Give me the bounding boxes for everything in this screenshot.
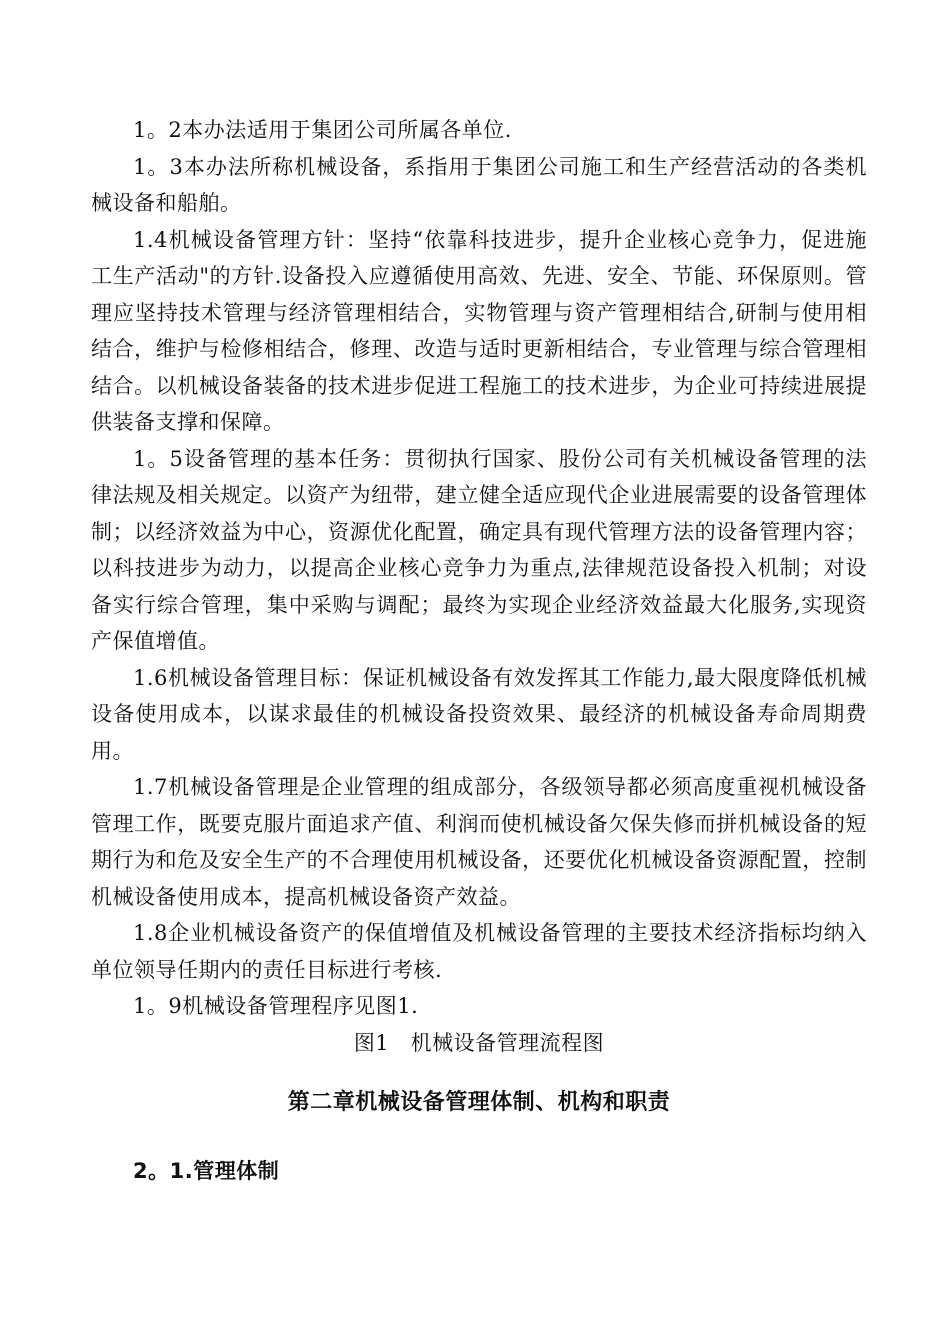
paragraph-1-4: 1.4机械设备管理方针：坚持“依靠科技进步，提升企业核心竞争力，促进施工生产活动"的方针.设备投入应遵循使用高效、先进、安全、节能、环保原则。管理应坚持技术管理与经济管理相结合，实物管理与资产管理相结合,研制与使用相结合，维护与检修相结合，修理、改造与适时更新相结合，专业管理与综合管理相结合。以机械设备装备的技术进步促进工程施工的技术进步，为企业可持续进展提供装备支撑和保障。 [91, 227, 867, 434]
figure-caption: 图1 机械设备管理流程图 [353, 1030, 605, 1055]
section-title: 2。1.管理体制 [133, 1159, 280, 1183]
paragraph-1-6: 1.6机械设备管理目标：保证机械设备有效发挥其工作能力,最大限度降低机械设备使用成本，以谋求最佳的机械设备投资效果、最经济的机械设备寿命周期费用。 [91, 665, 867, 763]
document-page [91, 112, 867, 1189]
paragraph-1-8: 1.8企业机械设备资产的保值增值及机械设备管理的主要技术经济指标均纳入单位领导任期内的责任目标进行考核. [91, 921, 867, 982]
paragraph-1-5: 1。5设备管理的基本任务：贯彻执行国家、股份公司有关机械设备管理的法律法规及相关规定。以资产为纽带，建立健全适应现代企业进展需要的设备管理体制；以经济效益为中心，资源优化配置，确定具有现代管理方法的设备管理内容；以科技进步为动力，以提高企业核心竞争力为重点,法律规范设备投入机制；对设备实行综合管理，集中采购与调配；最终为实现企业经济效益最大化服务,实现资产保值增值。 [91, 446, 867, 653]
paragraph-1-7: 1.7机械设备管理是企业管理的组成部分，各级领导都必须高度重视机械设备管理工作，既要克服片面追求产值、利润而使机械设备欠保失修而拼机械设备的短期行为和危及安全生产的不合理使用机械设备，还要优化机械设备资源配置，控制机械设备使用成本，提高机械设备资产效益。 [91, 775, 867, 909]
paragraph-1-9: 1。9机械设备管理程序见图1. [133, 994, 419, 1018]
paragraph-1-2: 1。2本办法适用于集团公司所属各单位. [133, 118, 512, 142]
paragraph-1-3: 1。3本办法所称机械设备，系指用于集团公司施工和生产经营活动的各类机械设备和船舶。 [91, 154, 867, 215]
chapter-title: 第二章机械设备管理体制、机构和职责 [287, 1090, 671, 1115]
